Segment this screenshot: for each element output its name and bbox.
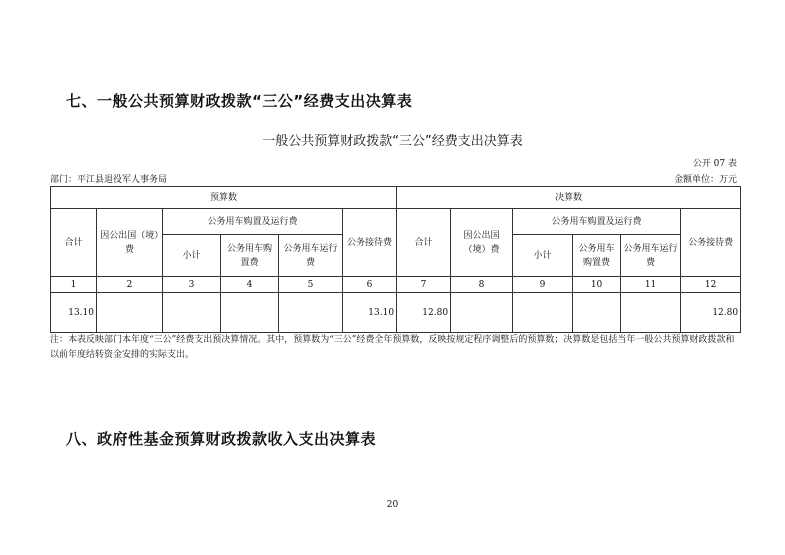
final-vehicle-running-header: 公务用车运行费	[621, 235, 681, 277]
value-cell	[573, 293, 621, 333]
col-number: 3	[163, 277, 221, 293]
final-subtotal-header: 小计	[513, 235, 573, 277]
value-cell: 12.80	[397, 293, 451, 333]
value-cell	[97, 293, 163, 333]
col-number: 8	[451, 277, 513, 293]
department-label: 部门：平江县退役军人事务局	[50, 175, 168, 185]
form-number: 公开 07 表	[692, 159, 737, 169]
value-cell	[621, 293, 681, 333]
col-number: 4	[221, 277, 279, 293]
value-cell	[451, 293, 513, 333]
col-number: 6	[343, 277, 397, 293]
value-cell	[513, 293, 573, 333]
table-title: 一般公共预算财政拨款“三公”经费支出决算表	[262, 134, 523, 149]
table-note: 注：本表反映部门本年度“三公”经费支出预决算情况。其中，预算数为“三公”经费全年预算数，反映按规定程序调整后的预算数；决算数是包括当年一般公共预算财政拨款和以前年度结转资金安排的实际支出。	[50, 335, 735, 360]
budget-total-header: 合计	[51, 209, 97, 277]
budget-vehicle-group-header: 公务用车购置及运行费	[163, 209, 343, 235]
budget-group-header: 预算数	[51, 187, 397, 209]
col-number: 2	[97, 277, 163, 293]
final-reception-header: 公务接待费	[681, 209, 741, 277]
final-total-header: 合计	[397, 209, 451, 277]
three-public-expenses-table	[50, 186, 741, 333]
col-number: 11	[621, 277, 681, 293]
budget-vehicle-running-header: 公务用车运行费	[279, 235, 343, 277]
final-vehicle-purchase-header: 公务用车购置费	[573, 235, 621, 277]
section-8-title: 八、政府性基金预算财政拨款收入支出决算表	[66, 430, 377, 448]
final-abroad-header: 因公出国（境）费	[451, 209, 513, 277]
value-cell	[279, 293, 343, 333]
value-cell: 13.10	[343, 293, 397, 333]
section-7-title: 七、一般公共预算财政拨款“三公”经费支出决算表	[66, 92, 413, 110]
budget-reception-header: 公务接待费	[343, 209, 397, 277]
col-number: 7	[397, 277, 451, 293]
col-number: 5	[279, 277, 343, 293]
value-cell: 13.10	[51, 293, 97, 333]
final-vehicle-group-header: 公务用车购置及运行费	[513, 209, 681, 235]
final-group-header: 决算数	[397, 187, 741, 209]
budget-vehicle-purchase-header: 公务用车购置费	[221, 235, 279, 277]
unit-label: 金额单位：万元	[673, 175, 737, 185]
budget-subtotal-header: 小计	[163, 235, 221, 277]
col-number: 12	[681, 277, 741, 293]
value-cell: 12.80	[681, 293, 741, 333]
value-cell	[221, 293, 279, 333]
value-cell	[163, 293, 221, 333]
budget-abroad-header: 因公出国（境）费	[97, 209, 163, 277]
col-number: 1	[51, 277, 97, 293]
col-number: 10	[573, 277, 621, 293]
col-number: 9	[513, 277, 573, 293]
page-number: 20	[386, 500, 399, 510]
